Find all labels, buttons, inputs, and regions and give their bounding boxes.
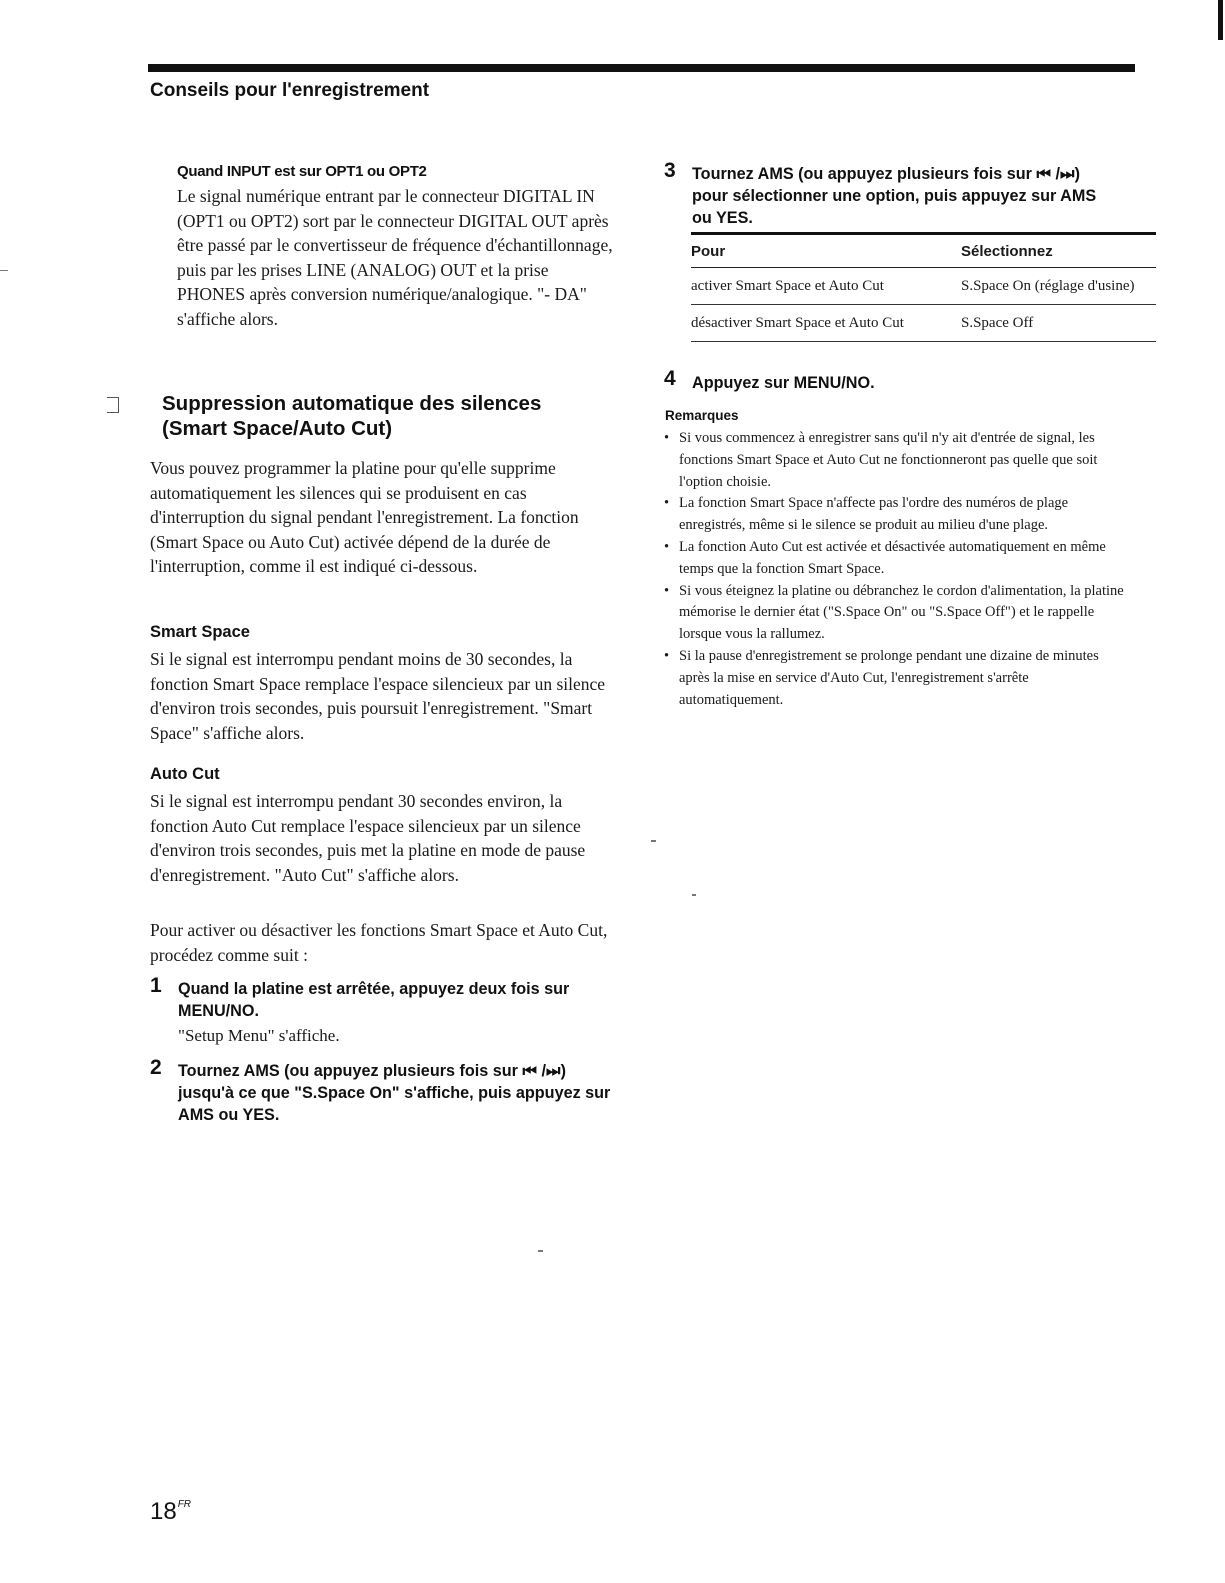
bullet-icon: •	[664, 495, 670, 512]
margin-tick	[0, 270, 8, 271]
input-note	[177, 163, 617, 331]
table-cell: S.Space On (réglage d'usine)	[961, 268, 1156, 305]
option-table	[691, 232, 1156, 342]
step-2-text: Tournez AMS (ou appuyez plusieurs fois sur ⏮ /⏭) jusqu'à ce que "S.Space On" s'affiche, puis appuyez sur AMS ou YES.	[178, 1062, 611, 1124]
list-item	[664, 581, 1129, 646]
input-note-heading: Quand INPUT est sur OPT1 ou OPT2	[177, 163, 427, 180]
bullet-icon: •	[664, 430, 670, 446]
table-header-selectionnez: Sélectionnez	[961, 235, 1156, 268]
step-1	[178, 978, 623, 1047]
bullet-icon: •	[664, 582, 670, 599]
suppression-title	[162, 391, 622, 441]
table-cell: activer Smart Space et Auto Cut	[691, 268, 961, 305]
note-text: Si vous éteignez la platine ou débranchez le cordon d'alimentation, la platine mémorise le dernier état ("S.Space On" ou "S.Space Off") et le rappelle lorsque vous la rallumez.	[679, 582, 1124, 643]
list-item	[664, 537, 1129, 581]
note-text: La fonction Auto Cut est activée et désactivée automatiquement en même temps que la fonction Smart Space.	[679, 538, 1106, 577]
list-item	[664, 646, 1129, 711]
list-item	[664, 428, 1129, 493]
scan-speck	[538, 1250, 543, 1252]
table-row	[691, 268, 1156, 305]
header-rule	[148, 64, 1135, 72]
step-1-text: Quand la platine est arrêtée, appuyez deux fois sur MENU/NO.	[178, 980, 570, 1020]
margin-bracket-icon	[107, 397, 119, 413]
page-number-value: 18	[150, 1498, 177, 1525]
bullet-icon: •	[664, 538, 670, 555]
suppression-title-line1: Suppression automatique des silences	[162, 392, 542, 415]
step-3-text: Tournez AMS (ou appuyez plusieurs fois sur ⏮ /⏭) pour sélectionner une option, puis appuyez sur AMS ou YES.	[692, 165, 1097, 227]
section-title: Conseils pour l'enregistrement	[150, 80, 430, 101]
procedure-intro: Pour activer ou désactiver les fonctions Smart Space et Auto Cut, procédez comme suit :	[150, 920, 608, 965]
page-edge-mark	[1218, 0, 1223, 40]
suppression-intro: Vous pouvez programmer la platine pour qu'elle supprime automatiquement les silences qui se produisent en cas d'interruption du signal pendant l'enregistrement. La fonction (Smart Space ou Auto Cut) activée dépend de la durée de l'interruption, comme il est indiqué ci-dessous.	[150, 458, 579, 576]
bullet-icon: •	[664, 647, 670, 664]
table-cell: désactiver Smart Space et Auto Cut	[691, 305, 961, 342]
table-cell: S.Space Off	[961, 305, 1156, 342]
notes-list	[664, 428, 1129, 711]
smart-space-heading: Smart Space	[150, 623, 250, 641]
step-3-number: 3	[664, 159, 676, 182]
suppression-title-line2: (Smart Space/Auto Cut)	[162, 417, 393, 440]
auto-cut-body: Si le signal est interrompu pendant 30 secondes environ, la fonction Auto Cut remplace l'espace silencieux par un silence d'environ trois secondes, puis met la platine en mode de pause d'enregistrement. "Auto Cut" s'affiche alors.	[150, 791, 586, 885]
auto-cut-heading: Auto Cut	[150, 765, 220, 783]
scan-speck	[651, 840, 656, 842]
notes-title: Remarques	[665, 408, 739, 423]
note-text: Si vous commencez à enregistrer sans qu'il n'y ait d'entrée de signal, les fonctions Smart Space et Auto Cut ne fonctionneront pas quelle que soit l'option choisie.	[679, 430, 1098, 490]
table-header-pour: Pour	[691, 235, 961, 268]
table-row	[691, 305, 1156, 342]
step-4-number: 4	[664, 367, 676, 390]
step-4-text: Appuyez sur MENU/NO.	[692, 374, 875, 392]
scan-speck	[692, 894, 696, 896]
note-text: La fonction Smart Space n'affecte pas l'ordre des numéros de plage enregistrés, même si le silence se produit au milieu d'une plage.	[679, 495, 1069, 534]
page-number	[150, 1498, 191, 1526]
input-note-body: Le signal numérique entrant par le connecteur DIGITAL IN (OPT1 ou OPT2) sort par le connecteur DIGITAL OUT après être passé par le convertisseur de fréquence d'échantillonnage, puis par les prises LINE (ANALOG) OUT et la prise PHONES après conversion numérique/analogique. "- DA" s'affiche alors.	[177, 186, 613, 329]
smart-space-body: Si le signal est interrompu pendant moins de 30 secondes, la fonction Smart Space remplace l'espace silencieux par un silence d'environ trois secondes, puis poursuit l'enregistrement. "Smart Space" s'affiche alors.	[150, 649, 606, 743]
option-table-grid	[691, 235, 1156, 342]
table-header-row	[691, 235, 1156, 268]
list-item	[664, 493, 1129, 537]
step-2-number: 2	[150, 1056, 162, 1079]
step-1-number: 1	[150, 974, 162, 997]
step-1-sub: "Setup Menu" s'affiche.	[178, 1026, 340, 1045]
note-text: Si la pause d'enregistrement se prolonge pendant une dizaine de minutes après la mise en service d'Auto Cut, l'enregistrement s'arrête automatiquement.	[679, 647, 1099, 708]
page-number-suffix: FR	[177, 1499, 192, 1510]
